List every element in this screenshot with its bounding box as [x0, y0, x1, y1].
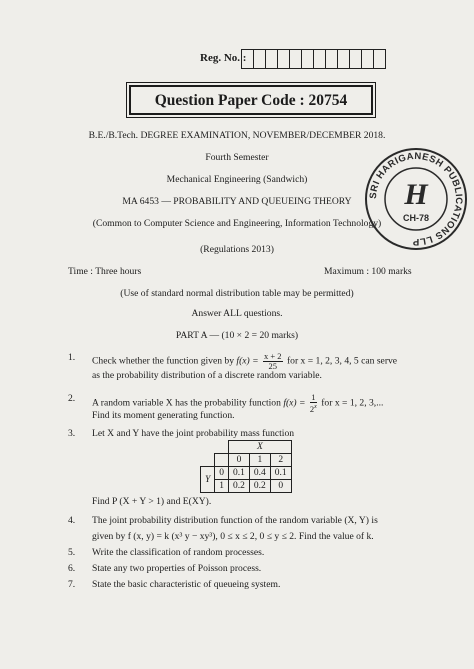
table-cell: 0 — [270, 480, 291, 493]
reg-no-boxes — [241, 49, 385, 69]
table-cell: 0.4 — [249, 467, 270, 480]
time: Time : Three hours — [68, 266, 142, 277]
table-x-val: 0 — [229, 454, 250, 467]
subject: MA 6453 — PROBABILITY AND QUEUEING THEORY — [122, 196, 352, 207]
part-a-heading: PART A — (10 × 2 = 20 marks) — [175, 330, 299, 341]
q4-text: The joint probability distribution function of the random variable (X, Y) is — [92, 515, 378, 526]
table-cell: 0.2 — [249, 480, 270, 493]
q4-text-cont: given by f (x, y) = k (x³ y − xy³), 0 ≤ x ≤ 2, 0 ≤ y ≤ 2. Find the value of k. — [92, 531, 374, 542]
q1-text-cont: as the probability distribution of a discrete random variable. — [92, 370, 322, 381]
q3-text: Let X and Y have the joint probability mass function — [92, 428, 295, 439]
q5-text: Write the classification of random processes. — [92, 547, 265, 558]
q3-number: 3. — [68, 428, 76, 439]
q2-text-cont: Find its moment generating function. — [92, 410, 235, 421]
table-cell: 0.1 — [270, 467, 291, 480]
table-y-val: 0 — [215, 467, 229, 480]
table-y-label: Y — [201, 467, 215, 493]
question-paper-code: Question Paper Code : 20754 — [129, 85, 373, 115]
joint-pmf-table — [200, 440, 292, 493]
table-x-val: 2 — [270, 454, 291, 467]
exam-title: B.E./B.Tech. DEGREE EXAMINATION, NOVEMBER/DECEMBER 2018. — [88, 130, 386, 141]
stamp-ring-text: SRI HARIGANESH PUBLICATIONS LLP — [367, 150, 465, 248]
table-cell: 0.2 — [229, 480, 250, 493]
q6-number: 6. — [68, 563, 76, 574]
table-x-val: 1 — [249, 454, 270, 467]
answer-all: Answer ALL questions. — [191, 308, 283, 319]
common-to: (Common to Computer Science and Engineering, Information Technology) — [92, 218, 382, 229]
max-marks: Maximum : 100 marks — [324, 266, 412, 277]
q4-number: 4. — [68, 515, 76, 526]
q5-number: 5. — [68, 547, 76, 558]
table-note: (Use of standard normal distribution table may be permitted) — [120, 288, 354, 299]
reg-no-label: Reg. No. : — [200, 52, 247, 64]
q2-text: A random variable X has the probability function f(x) = $\frac{1}{2^x}$ for x = 1, 2, 3,... — [92, 392, 384, 414]
q6-text: State any two properties of Poisson process. — [92, 563, 262, 574]
stamp-letter: H — [404, 178, 428, 211]
q1-text: Check whether the function given by f(x) = $\frac{x + 2}{25}$ for x = 1, 2, 3, 4, 5 can serve — [92, 351, 398, 371]
q7-number: 7. — [68, 579, 76, 590]
regulations: (Regulations 2013) — [200, 244, 274, 255]
q3-find: Find P (X + Y > 1) and E(XY). — [92, 496, 212, 507]
q2-number: 2. — [68, 393, 76, 404]
semester: Fourth Semester — [205, 152, 269, 163]
q1-number: 1. — [68, 352, 76, 363]
publisher-stamp — [363, 146, 469, 252]
table-x-label: X — [229, 441, 292, 454]
stamp-code: CH-78 — [402, 213, 430, 223]
q7-text: State the basic characteristic of queueing system. — [92, 579, 281, 590]
branch: Mechanical Engineering (Sandwich) — [166, 174, 308, 185]
table-cell: 0.1 — [229, 467, 250, 480]
table-y-val: 1 — [215, 480, 229, 493]
